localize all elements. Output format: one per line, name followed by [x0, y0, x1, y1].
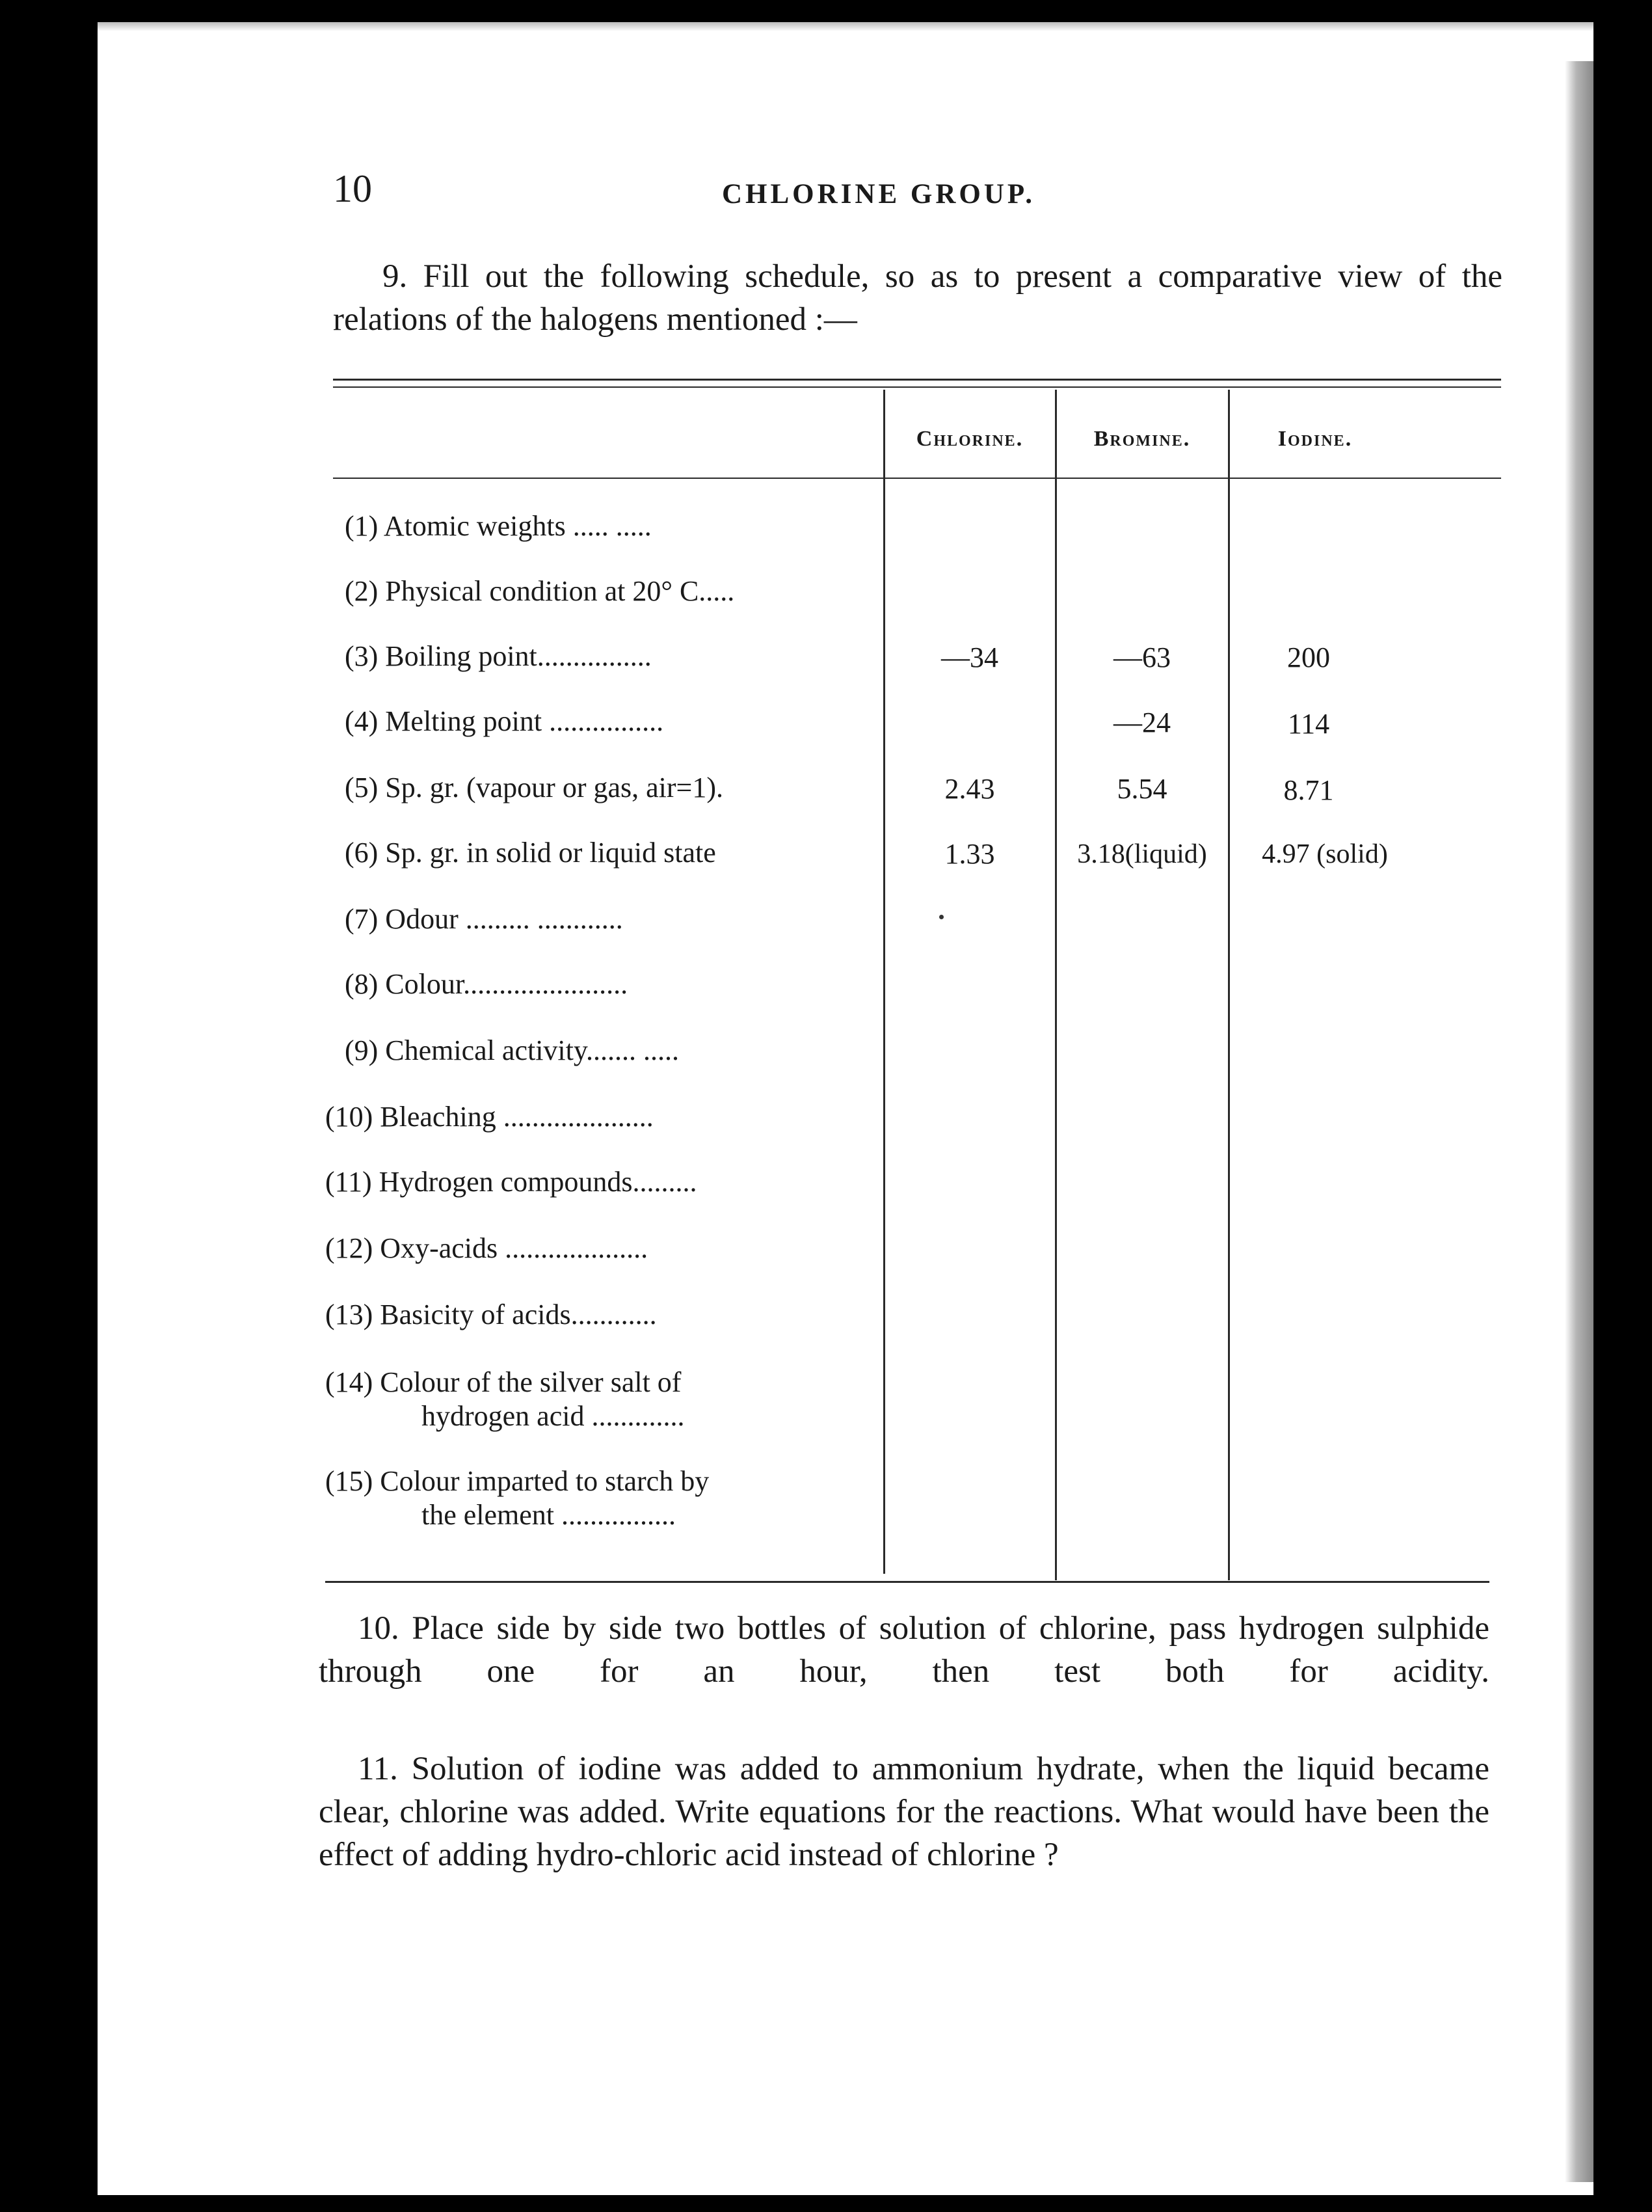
table-top-rule-2 [333, 386, 1501, 388]
row-label-9: (9) Chemical activity....... ..... [345, 1034, 680, 1066]
column-divider-2 [1055, 390, 1057, 1580]
question-10: 10. Place side by side two bottles of solution of chlorine, pass hydrogen sulphide through one for an hour, then test both for acidity. [319, 1610, 1489, 1690]
row-label-7: (7) Odour ......... ............ [345, 903, 623, 935]
column-divider-1 [883, 390, 885, 1574]
cell-bromine-spgr-solid: 3.18(liquid) [1077, 839, 1207, 869]
column-header-iodine: Iodine. [1277, 427, 1353, 451]
row-label-6: (6) Sp. gr. in solid or liquid state [345, 837, 716, 869]
cell-chlorine-spgr-solid: 1.33 [944, 838, 995, 870]
row-label-4: (4) Melting point ................ [345, 705, 664, 737]
page-header [98, 167, 1593, 219]
row-label-8: (8) Colour....................... [345, 968, 628, 1000]
row-label-15: (15) Colour imparted to starch by [325, 1465, 710, 1497]
cell-iodine-spgr-solid: 4.97 (solid) [1262, 839, 1388, 869]
column-header-bromine: Bromine. [1093, 427, 1191, 451]
cell-bromine-boiling: —63 [1113, 641, 1171, 673]
row-label-15-cont: the element ................ [421, 1499, 676, 1531]
cell-iodine-spgr-gas: 8.71 [1283, 774, 1334, 806]
row-label-14: (14) Colour of the silver salt of [325, 1366, 682, 1398]
column-divider-3 [1228, 390, 1230, 1580]
cell-iodine-melting: 114 [1287, 708, 1330, 740]
row-label-12: (12) Oxy-acids .................... [325, 1232, 648, 1264]
page-number: 10 [333, 167, 372, 210]
row-label-14-cont: hydrogen acid ............. [421, 1400, 685, 1432]
page-top-shadow [98, 22, 1593, 31]
page-spine-shadow [1565, 61, 1593, 2182]
row-label-3: (3) Boiling point................ [345, 640, 652, 672]
cell-bromine-spgr-gas: 5.54 [1117, 773, 1167, 805]
row-label-1: (1) Atomic weights ..... ..... [345, 510, 652, 542]
stray-dot [939, 915, 944, 919]
row-label-5: (5) Sp. gr. (vapour or gas, air=1). [345, 772, 724, 803]
cell-iodine-boiling: 200 [1287, 641, 1330, 673]
row-label-13: (13) Basicity of acids............ [325, 1299, 657, 1330]
table-bottom-rule [325, 1581, 1489, 1583]
cell-bromine-melting: —24 [1113, 707, 1171, 738]
header-bottom-rule [333, 478, 1501, 479]
row-label-10: (10) Bleaching ..................... [325, 1101, 654, 1133]
cell-chlorine-spgr-gas: 2.43 [944, 773, 995, 805]
book-page [98, 22, 1593, 2195]
question-11: 11. Solution of iodine was added to ammonium hydrate, when the liquid became clear, chlorine was added. Write equations for the reactions. What would have been the effect of adding hydro-chloric acid instead of chlorine ? [319, 1751, 1489, 1873]
cell-chlorine-boiling: —34 [941, 641, 998, 673]
column-header-chlorine: Chlorine. [916, 427, 1024, 451]
question-9: 9. Fill out the following schedule, so as to present a comparative view of the relations of the halogens mentioned :— [333, 258, 1502, 338]
running-title: CHLORINE GROUP. [722, 179, 1035, 209]
table-top-rule-1 [333, 379, 1501, 381]
row-label-11: (11) Hydrogen compounds......... [325, 1166, 697, 1198]
row-label-2: (2) Physical condition at 20° C..... [345, 575, 735, 607]
